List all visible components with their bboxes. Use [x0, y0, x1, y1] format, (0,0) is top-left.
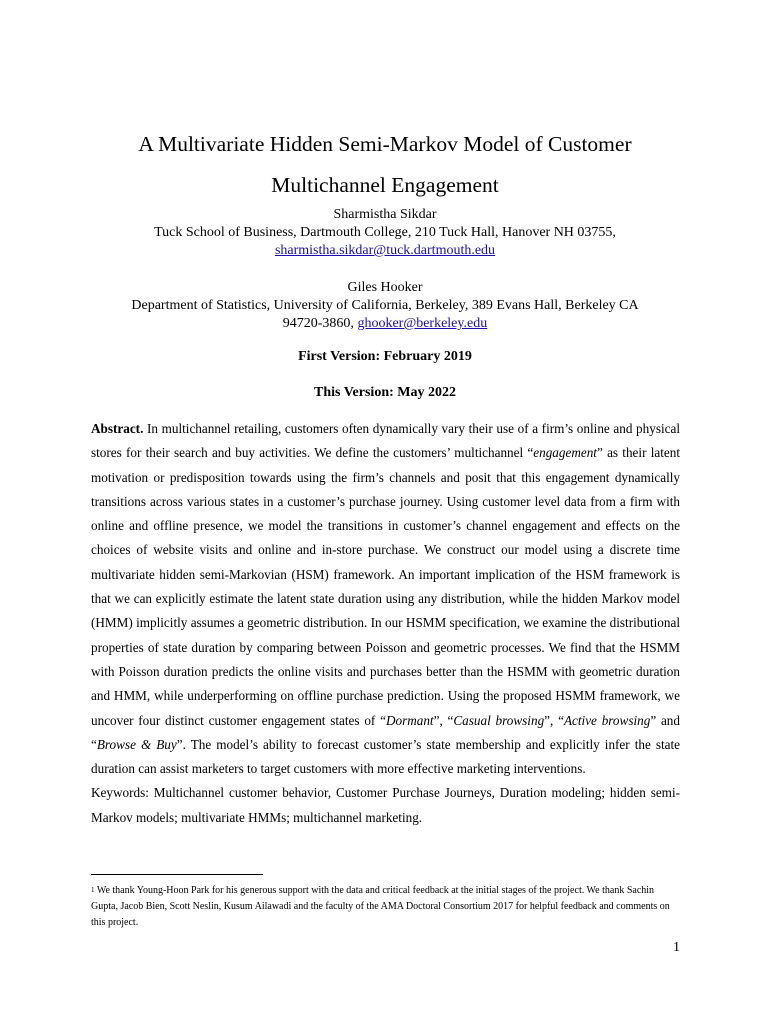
author-name: Sharmistha Sikdar — [333, 207, 437, 222]
state-browse-and-buy: Browse & Buy — [96, 736, 177, 752]
footnote-divider — [91, 874, 263, 875]
author-block-2 — [60, 279, 710, 333]
this-version-date: This Version: May 2022 — [314, 385, 456, 400]
abstract-paragraph: Abstract. In multichannel retailing, customers often dynamically vary their use of a firm’s online and physical stores for their search and buy activities. We define the customers’ multichannel “engagement” as their latent motivation or predisposition towards using the firm’s channels and posit that this engagement dynamically transitions across various states in a customer’s purchase journey. Using customer level data from a firm with online and offline presence, we model the transitions in customer’s channel engagement and effects on the choices of website visits and online and in-store purchase. We construct our model using a discrete time multivariate hidden semi-Markovian (HSM) framework. An important implication of the HSM framework is that we can explicitly estimate the latent state duration using any distribution, while the hidden Markov model (HMM) implicitly assumes a geometric distribution. In our HSMM specification, we examine the distributional properties of state duration by comparing between Poisson and geometric processes. We find that the HSMM with Poisson duration predicts the online visits and purchases better than the HSMM with geometric duration and HMM, while underperforming on offline purchase prediction. Using the proposed HSMM framework, we uncover four distinct customer engagement states of “Dormant”, “Casual browsing”, “Active browsing” and “Browse & Buy”. The model’s ability to forecast customer’s state membership and explicitly infer the state duration can assist marketers to target customers with more effective marketing interventions. — [91, 421, 681, 777]
state-casual-browsing: Casual browsing — [453, 712, 545, 728]
abstract-label: Abstract. — [91, 421, 144, 436]
footnote-marker: 1 — [91, 886, 95, 894]
author-email-link[interactable]: ghooker@berkeley.edu — [357, 316, 488, 331]
footnote-text: We thank Young-Hoon Park for his generous support with the data and critical feedback at the initial stages of the project. We thank Sachin Gupta, Jacob Bien, Scott Neslin, Kusum Ailawadi and the faculty of the AMA Doctoral Consortium 2017 for helpful feedback and comments on this project. — [91, 885, 670, 928]
state-dormant: Dormant — [385, 712, 434, 728]
abstract-section — [91, 417, 680, 830]
term-engagement: engagement — [533, 445, 597, 461]
paper-title — [60, 124, 710, 206]
author-affiliation: Department of Statistics, University of California, Berkeley, 389 Evans Hall, Berkeley CA — [131, 298, 639, 313]
author-email-link[interactable]: sharmistha.sikdar@tuck.dartmouth.edu — [274, 243, 496, 258]
author-block-1 — [60, 206, 710, 260]
author-affiliation-zip: 94720-3860, — [282, 316, 358, 331]
title-line-1: A Multivariate Hidden Semi-Markov Model of Customer — [138, 132, 632, 156]
state-active-browsing: Active browsing — [563, 712, 651, 728]
page-number: 1 — [673, 940, 680, 955]
author-name: Giles Hooker — [347, 280, 423, 295]
title-line-2: Multichannel Engagement — [271, 173, 499, 197]
author-affiliation: Tuck School of Business, Dartmouth College, 210 Tuck Hall, Hanover NH 03755, — [154, 225, 616, 240]
footnote — [91, 883, 680, 931]
first-version-date: First Version: February 2019 — [298, 349, 472, 364]
keywords-paragraph: Keywords: Multichannel customer behavior, Customer Purchase Journeys, Duration modeling; hidden semi-Markov models; multivariate HMMs; multichannel marketing. — [91, 785, 680, 825]
